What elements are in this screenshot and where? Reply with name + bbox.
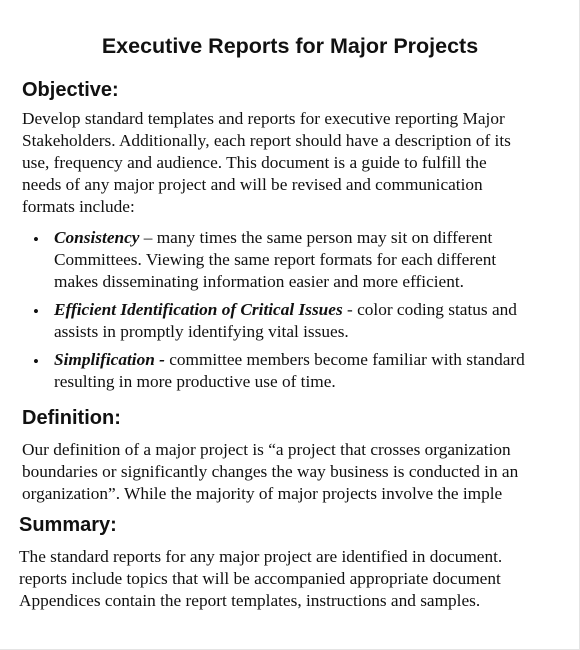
- summary-line: Appendices contain the report templates, instructions and samples.: [19, 591, 481, 610]
- bullet-item-critical-issues: [54, 299, 517, 321]
- objective-line: Stakeholders. Additionally, each report should have a description of its: [22, 131, 511, 150]
- bullet-icon: •: [33, 352, 39, 371]
- objective-line: needs of any major project and will be revised and communication: [22, 175, 483, 194]
- bullet-term: Consistency: [54, 228, 140, 247]
- definition-line: organization”. While the majority of major projects involve the imple: [22, 484, 503, 503]
- bullet-item-consistency: [54, 227, 492, 249]
- summary-line: The standard reports for any major project are identified in document.: [19, 547, 503, 566]
- objective-line: Develop standard templates and reports for executive reporting Major: [22, 109, 505, 128]
- bullet-line: resulting in more productive use of time.: [54, 372, 336, 391]
- bullet-line: assists in promptly identifying vital issues.: [54, 322, 349, 341]
- summary-line: reports include topics that will be accompanied appropriate document: [19, 569, 501, 588]
- bullet-text: – many times the same person may sit on different: [139, 228, 493, 247]
- definition-line: Our definition of a major project is “a project that crosses organization: [22, 440, 511, 459]
- bullet-item-simplification: [54, 349, 525, 371]
- definition-heading: Definition:: [22, 407, 121, 429]
- bullet-term: Efficient Identification of Critical Issues: [54, 300, 343, 319]
- document-title: Executive Reports for Major Projects: [101, 34, 479, 58]
- summary-heading: Summary:: [19, 514, 117, 536]
- bullet-icon: •: [33, 302, 39, 321]
- bullet-line: Committees. Viewing the same report formats for each different: [54, 250, 497, 269]
- bullet-term: Simplification -: [54, 350, 165, 369]
- bullet-text: committee members become familiar with standard: [164, 350, 525, 369]
- objective-line: formats include:: [22, 197, 135, 216]
- objective-line: use, frequency and audience. This document is a guide to fulfill the: [22, 153, 487, 172]
- objective-heading: Objective:: [22, 79, 119, 101]
- definition-line: boundaries or significantly changes the way business is conducted in an: [22, 462, 519, 481]
- bullet-text: - color coding status and: [342, 300, 517, 319]
- bullet-icon: •: [33, 230, 39, 249]
- bullet-line: makes disseminating information easier and more efficient.: [54, 272, 464, 291]
